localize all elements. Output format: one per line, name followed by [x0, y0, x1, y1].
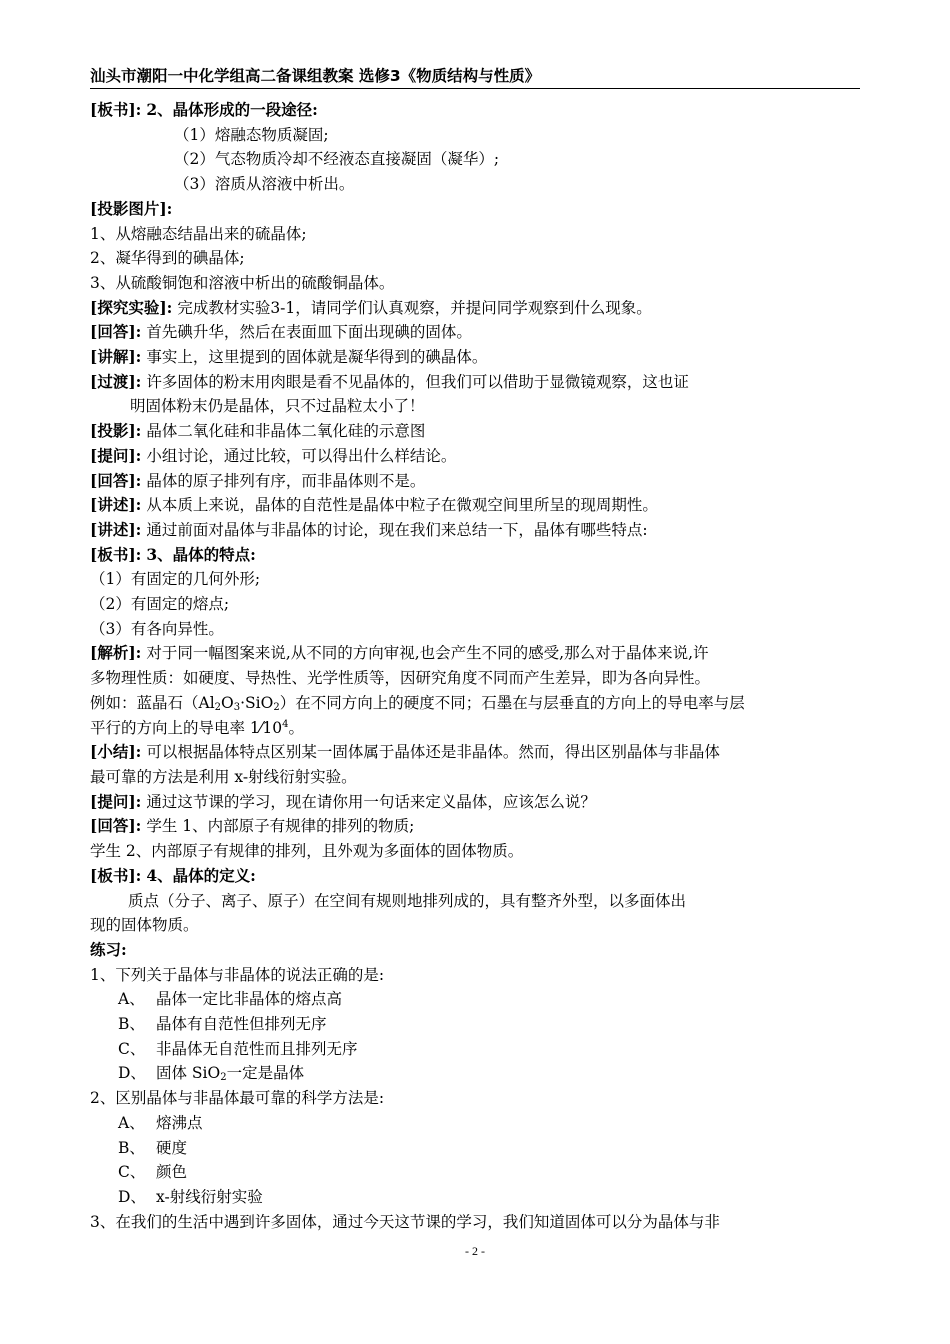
- option-text: 颜色: [156, 1163, 188, 1182]
- question-stem: 1、下列关于晶体与非晶体的说法正确的是:: [90, 965, 385, 984]
- option-letter: D、: [118, 1187, 146, 1206]
- paragraph-text: 可以根据晶体特点区别某一固体属于晶体还是非晶体。然而，得出区别晶体与非晶体: [141, 743, 720, 762]
- paragraph-text: 完成教材实验3-1，请同学们认真观察，并提问同学观察到什么现象。: [172, 298, 652, 317]
- paragraph: [90, 814, 862, 839]
- list-item: （2）有固定的熔点;: [90, 595, 230, 614]
- section-4-heading: [90, 864, 862, 889]
- list-item: （1）熔融态物质凝固;: [174, 125, 329, 144]
- paragraph-text: 对于同一幅图案来说,从不同的方向审视,也会产生不同的感受,那么对于晶体来说,许: [141, 644, 709, 663]
- page-header: 汕头市潮阳一中化学组高二备课组教案 选修3《物质结构与性质》: [90, 66, 860, 89]
- text-run: O: [221, 693, 234, 712]
- paragraph-text: 晶体的原子排列有序，而非晶体则不是。: [141, 471, 426, 490]
- option-letter: C、: [118, 1163, 146, 1182]
- option-text: 熔沸点: [156, 1113, 203, 1132]
- paragraph-text: 通过这节课的学习，现在请你用一句话来定义晶体，应该怎么说？: [141, 792, 596, 811]
- summary-paragraph: [90, 740, 862, 765]
- tag: [讲解]:: [90, 347, 142, 367]
- option-letter: A、: [118, 990, 145, 1009]
- tag: [过渡]:: [90, 371, 142, 391]
- option: [90, 1185, 862, 1210]
- tag: [投影]:: [90, 421, 142, 441]
- option-letter: B、: [118, 1138, 145, 1157]
- tag: [板书]:: [90, 544, 142, 564]
- option-text: 晶体一定比非晶体的熔点高: [156, 990, 343, 1009]
- section-3-heading: [90, 543, 862, 568]
- option-letter: C、: [118, 1039, 146, 1058]
- paragraph: [90, 790, 862, 815]
- list-item: （3）溶质从溶液中析出。: [174, 175, 355, 194]
- definition-text: 质点（分子、离子、原子）在空间有规则地排列成的，具有整齐外型，以多面体出: [128, 891, 687, 910]
- paragraph-text: 从本质上来说，晶体的自范性是晶体中粒子在微观空间里所呈的现周期性。: [141, 496, 658, 515]
- definition-text: 现的固体物质。: [90, 916, 199, 935]
- paragraph-text: 许多固体的粉末用肉眼是看不见晶体的，但我们可以借助于显微镜观察，这也证: [141, 372, 689, 391]
- option-text: 晶体有自范性但排列无序: [156, 1015, 327, 1034]
- paragraph-continuation: 多物理性质：如硬度、导热性、光学性质等，因研究角度不同而产生差异，即为各向异性。: [90, 669, 711, 688]
- list-item: （1）有固定的几何外形;: [90, 570, 261, 589]
- option: [90, 1160, 862, 1185]
- text-run: 。: [288, 718, 304, 737]
- paragraph: [90, 469, 862, 494]
- section-title: 4、晶体的定义:: [146, 865, 256, 885]
- list-item: 3、从硫酸铜饱和溶液中析出的硫酸铜晶体。: [90, 273, 395, 292]
- paragraph: [90, 296, 862, 321]
- list-item: （3）有各向异性。: [90, 619, 224, 638]
- paragraph-text: 学生 1、内部原子有规律的排列的物质;: [141, 817, 415, 836]
- question-stem: 2、区别晶体与非晶体最可靠的科学方法是:: [90, 1089, 385, 1108]
- subscript: 2: [273, 701, 280, 713]
- paragraph: [90, 493, 862, 518]
- paragraph: [90, 345, 862, 370]
- text-run: ·SiO: [240, 693, 274, 712]
- tag: [板书]:: [90, 865, 142, 885]
- tag: [提问]:: [90, 445, 142, 465]
- list-item: （2）气态物质冷却不经液态直接凝固（凝华）;: [174, 150, 500, 169]
- paragraph-continuation: [90, 716, 862, 741]
- option-text: 非晶体无自范性而且排列无序: [156, 1039, 358, 1058]
- tag: [讲述]:: [90, 519, 142, 539]
- page-number: - 2 -: [465, 1244, 485, 1258]
- text-run: ）在不同方向上的硬度不同；石墨在与层垂直的方向上的导电率与层: [279, 693, 745, 712]
- paragraph-text: 通过前面对晶体与非晶体的讨论，现在我们来总结一下，晶体有哪些特点:: [141, 520, 648, 539]
- option-letter: A、: [118, 1113, 145, 1132]
- subscript: 2: [220, 1072, 227, 1084]
- option-text: 固体 SiO: [156, 1064, 221, 1083]
- option-text: 一定是晶体: [226, 1064, 305, 1083]
- paragraph-text: 小组讨论，通过比较，可以得出什么样结论。: [141, 446, 457, 465]
- option: [90, 1136, 862, 1161]
- option-letter: D、: [118, 1064, 146, 1083]
- paragraph-continuation: [90, 691, 862, 716]
- paragraph: [90, 320, 862, 345]
- tag: [探究实验]:: [90, 297, 173, 317]
- paragraph: [90, 518, 862, 543]
- section-title: 2、晶体形成的一段途径:: [146, 100, 318, 119]
- option-text: 硬度: [156, 1138, 188, 1157]
- superscript: 4: [282, 718, 289, 730]
- text-run: 平行的方向上的导电率 1⁄10: [90, 718, 283, 737]
- tag: [回答]:: [90, 470, 142, 490]
- section-title: 3、晶体的特点:: [146, 544, 256, 564]
- paragraph: [90, 419, 862, 444]
- option-text: x-射线衍射实验: [156, 1187, 263, 1206]
- paragraph-text: 事实上，这里提到的固体就是凝华得到的碘晶体。: [141, 348, 488, 367]
- subscript: 3: [233, 701, 241, 713]
- paragraph-continuation: 最可靠的方法是利用 x-射线衍射实验。: [90, 767, 357, 786]
- tag: [提问]:: [90, 791, 142, 811]
- option-letter: B、: [118, 1015, 145, 1034]
- option: [90, 1037, 862, 1062]
- tag: [回答]:: [90, 322, 142, 342]
- document-body: [90, 98, 862, 1234]
- paragraph-text: 首先碘升华，然后在表面皿下面出现碘的固体。: [141, 323, 472, 342]
- paragraph: [90, 444, 862, 469]
- exercises-title: 练习:: [90, 939, 127, 959]
- list-item: 2、凝华得到的碘晶体;: [90, 249, 245, 268]
- tag: [解析]:: [90, 643, 142, 663]
- paragraph-continuation: 学生 2、内部原子有规律的排列，且外观为多面体的固体物质。: [90, 842, 524, 861]
- option: [90, 987, 862, 1012]
- analysis-paragraph: [90, 641, 862, 666]
- text-run: 例如：蓝晶石（Al: [90, 693, 215, 712]
- option: [90, 1061, 862, 1086]
- option: [90, 1012, 862, 1037]
- option: [90, 1111, 862, 1136]
- paragraph-continuation: 明固体粉末仍是晶体，只不过晶粒太小了！: [130, 397, 425, 416]
- list-item: 1、从熔融态结晶出来的硫晶体;: [90, 224, 307, 243]
- subscript: 2: [214, 701, 222, 713]
- projection-heading: [投影图片]:: [90, 198, 173, 218]
- paragraph: [90, 370, 862, 395]
- tag: [板书]:: [90, 100, 142, 119]
- tag: [讲述]:: [90, 495, 142, 515]
- question-stem: 3、在我们的生活中遇到许多固体，通过今天这节课的学习，我们知道固体可以分为晶体与非: [90, 1212, 720, 1231]
- section-2-heading: [90, 98, 862, 123]
- tag: [回答]:: [90, 816, 142, 836]
- paragraph-text: 晶体二氧化硅和非晶体二氧化硅的示意图: [141, 422, 426, 441]
- tag: [小结]:: [90, 742, 142, 762]
